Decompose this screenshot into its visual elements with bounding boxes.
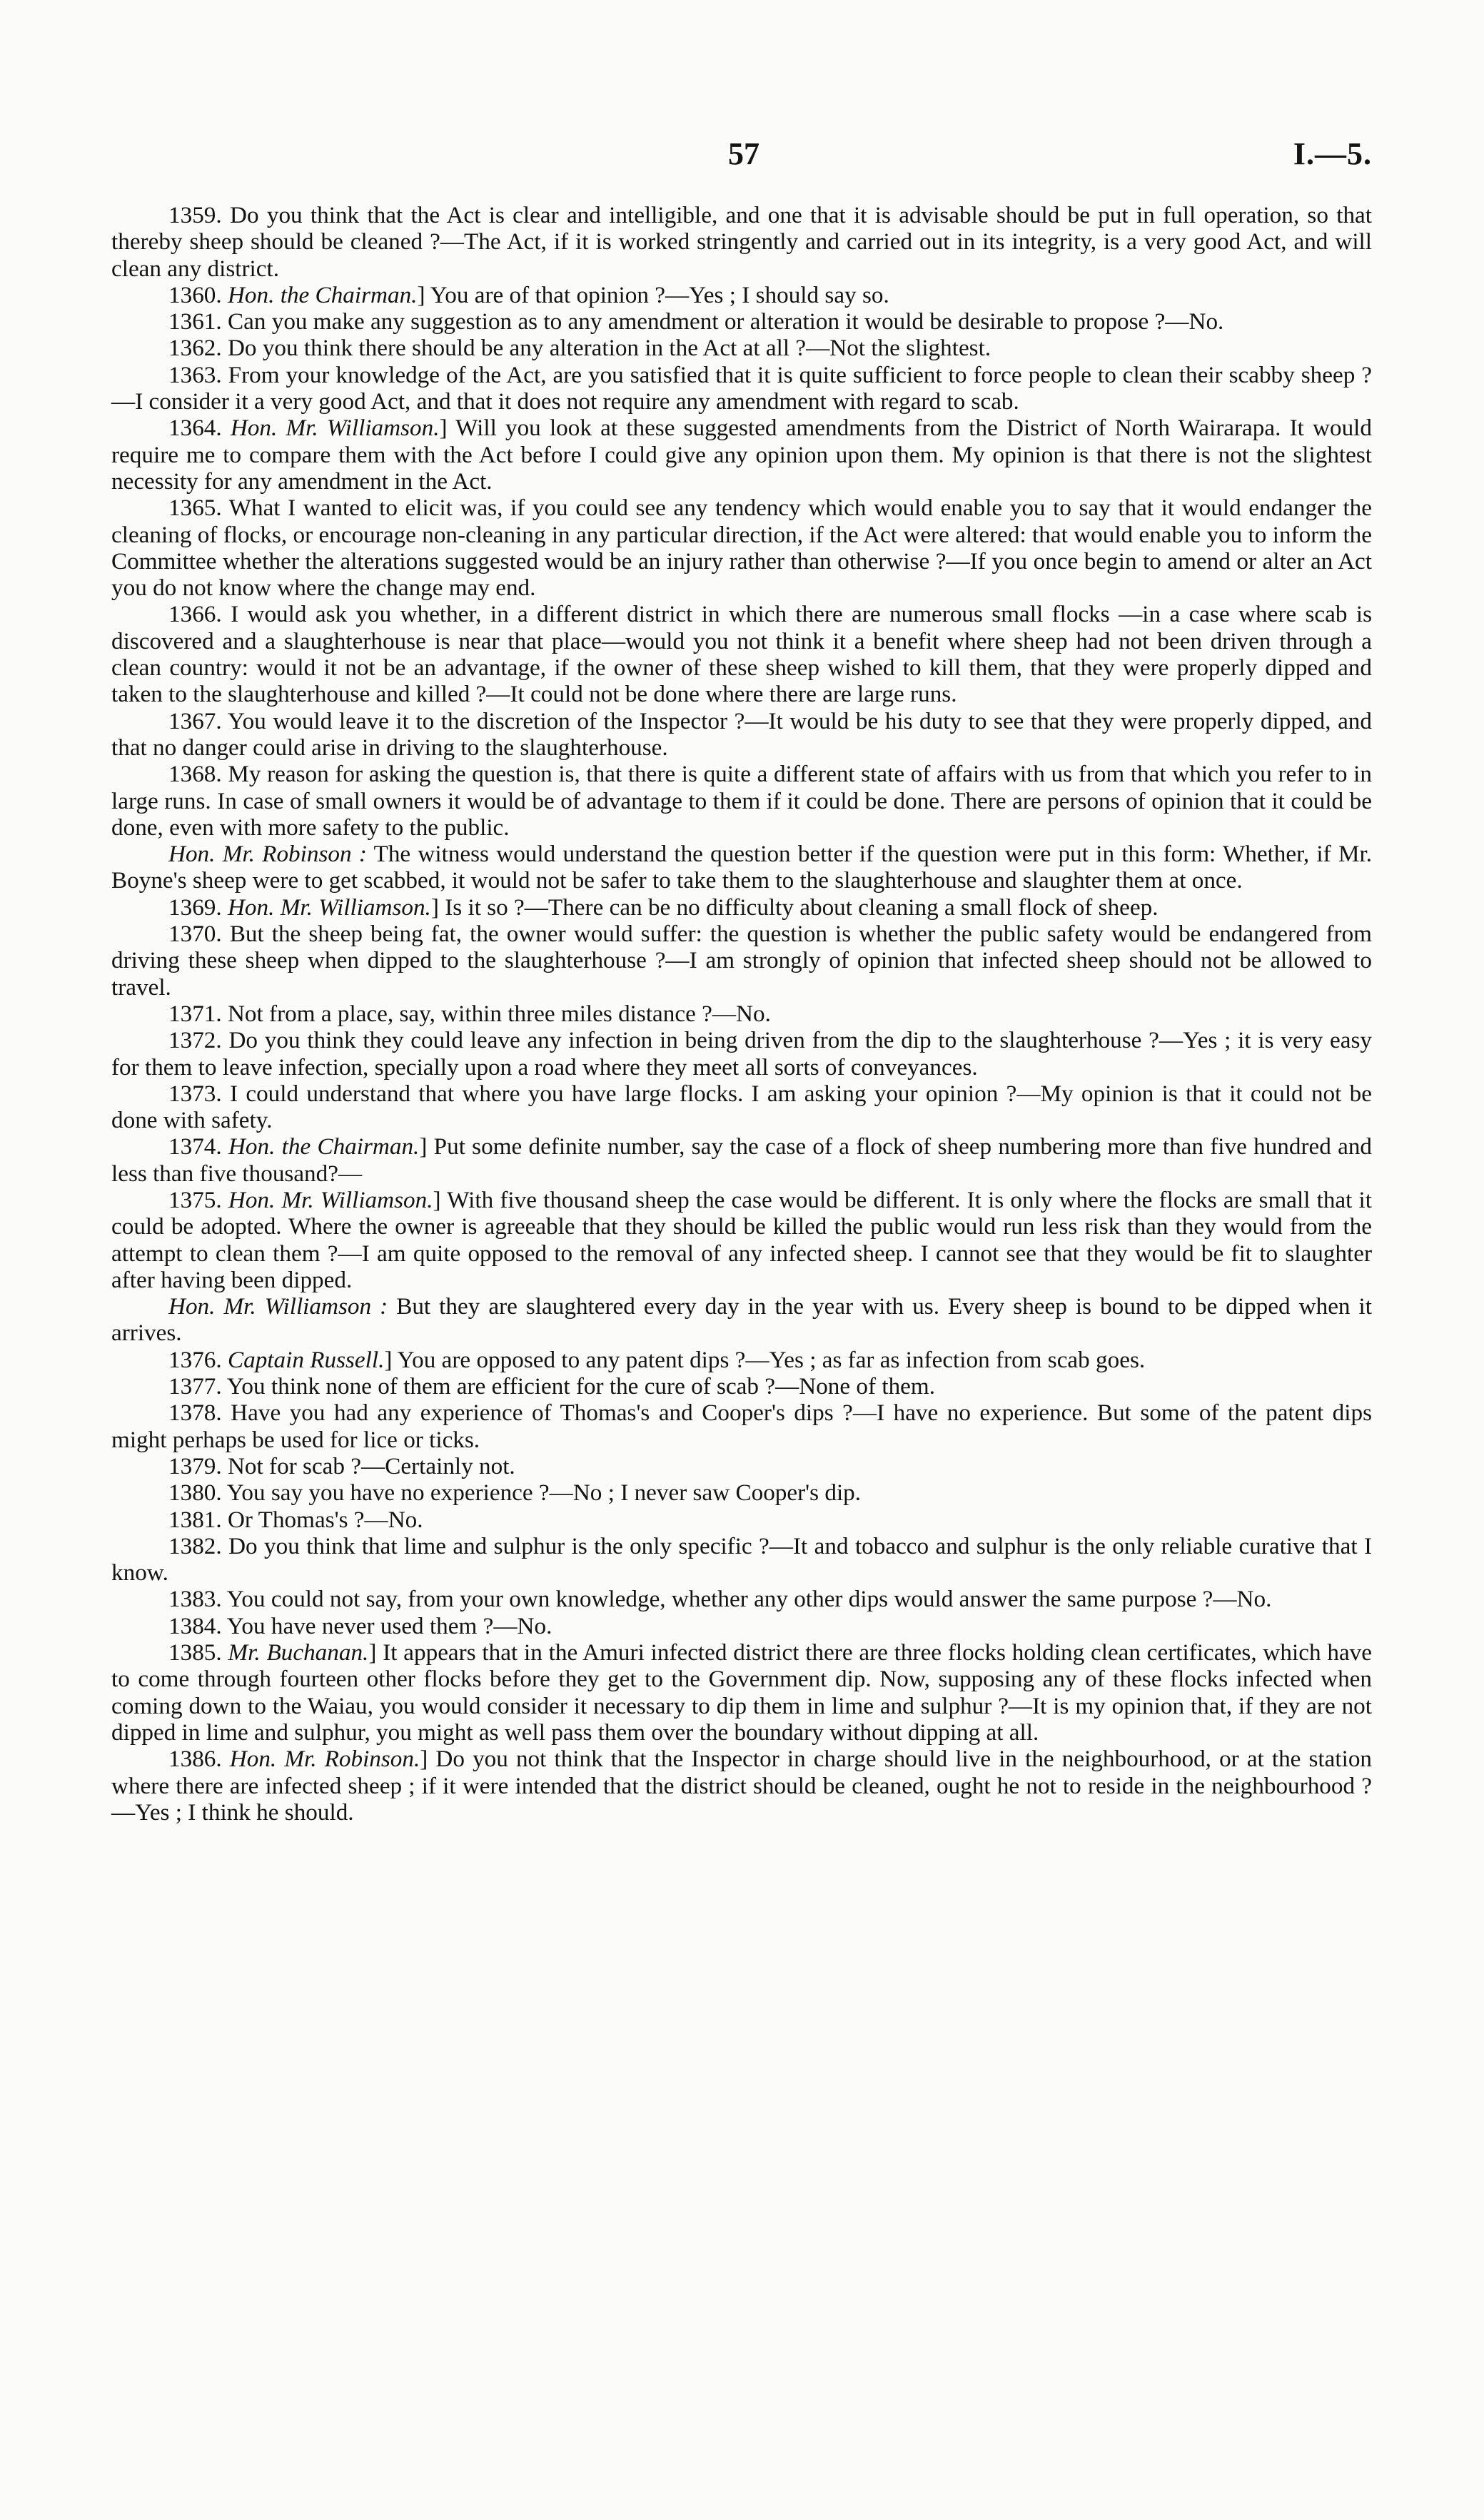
question-number: 1360. — [168, 281, 222, 308]
paragraph-text: You would leave it to the discretion of the Inspector ?—It would be his duty to see that they were properly dipped, and that no danger could arise in driving to the slaughterhouse. — [111, 707, 1372, 761]
paragraph-text: You could not say, from your own knowledge, whether any other dips would answer the same purpose ?—No. — [226, 1586, 1272, 1613]
question-number: 1375. — [168, 1186, 222, 1213]
paragraph-text: You think none of them are efficient for the cure of scab ?—None of them. — [226, 1373, 936, 1400]
question-paragraph — [111, 1400, 1372, 1453]
paragraph-text: I could understand that where you have large flocks. I am asking your opinion ?—My opinion is that it could not be done with safety. — [111, 1080, 1372, 1134]
question-number: 1363. — [168, 361, 222, 388]
paragraph-text: You have never used them ?—No. — [226, 1612, 552, 1639]
question-paragraph — [111, 921, 1372, 1001]
question-number: 1383. — [168, 1586, 222, 1613]
paragraph-text: ] Put some definite number, say the case of a flock of sheep numbering more than five hundred and less than five thousand?— — [111, 1133, 1373, 1187]
question-number: 1368. — [168, 761, 222, 788]
paragraph-text: ] With five thousand sheep the case would be different. It is only where the flocks are small that it could be adopted. Where the owner is agreeable that they should be killed the public would run less risk than they would from the attempt to clean them ?—I am quite opposed to the removal of any infected sheep. I cannot see that they would be fit to slaughter after having been dipped. — [111, 1186, 1372, 1293]
question-number: 1386. — [168, 1746, 222, 1773]
question-paragraph — [111, 1639, 1372, 1746]
page-number: 57 — [728, 136, 759, 171]
question-number: 1372. — [168, 1027, 222, 1054]
question-paragraph — [111, 1133, 1372, 1187]
question-number: 1374. — [168, 1133, 222, 1160]
question-paragraph — [111, 362, 1372, 415]
speaker-name: Mr. Buchanan. — [228, 1639, 369, 1666]
paragraph-text: Do you think that lime and sulphur is the only specific ?—It and tobacco and sulphur is the only reliable curative that I know. — [111, 1532, 1373, 1587]
paragraph-text: You say you have no experience ?—No ; I never saw Cooper's dip. — [226, 1479, 862, 1507]
paragraph-text: ] It appears that in the Amuri infected district there are three flocks holding clean certificates, which have to come through fourteen other flocks before they get to the Government dip. Now, supposing any of these flocks infected when coming down to the Waiau, you would consider it necessary to dip them in lime and sulphur ?—It is my opinion that, if they are not dipped in lime and sulphur, you might as well pass them over the boundary without dipping at all. — [111, 1639, 1372, 1746]
question-paragraph — [111, 1453, 1372, 1479]
question-number: 1373. — [168, 1080, 222, 1107]
speaker-name: Hon. Mr. Williamson. — [227, 894, 431, 921]
speaker-name: Hon. Mr. Williamson : — [168, 1293, 388, 1320]
question-paragraph — [111, 282, 1372, 308]
question-number: 1361. — [168, 308, 222, 335]
question-paragraph — [111, 1746, 1372, 1826]
paragraph-text: From your knowledge of the Act, are you satisfied that it is quite sufficient to force people to clean their scabby sheep ?—I consider it a very good Act, and that it does not require any amendment with regard to scab. — [111, 361, 1373, 415]
paragraph-text: Do you think that the Act is clear and intelligible, and one that it is advisable should be put in full operation, so that thereby sheep should be cleaned ?—The Act, if it is worked stringently and carried out in its integrity, is a very good Act, and will clean any district. — [111, 202, 1373, 282]
paragraph-text: ] Will you look at these suggested amendments from the District of North Wairarapa. It would require me to compare them with the Act before I could give any opinion upon them. My opinion is that there is not the slightest necessity for any amendment in the Act. — [111, 415, 1372, 495]
question-paragraph — [111, 1533, 1372, 1587]
speaker-name: Hon. the Chairman. — [227, 281, 418, 308]
statement-paragraph — [111, 1293, 1372, 1347]
evidence-transcript — [111, 202, 1372, 1826]
statement-paragraph — [111, 841, 1372, 894]
page-header — [0, 136, 1484, 178]
paragraph-text: Have you had any experience of Thomas's and Cooper's dips ?—I have no experience. But some of the patent dips might perhaps be used for lice or ticks. — [111, 1400, 1373, 1453]
speaker-name: Hon. Mr. Robinson : — [168, 841, 367, 868]
question-number: 1364. — [168, 415, 222, 442]
question-paragraph — [111, 308, 1372, 335]
question-paragraph — [111, 495, 1372, 601]
speaker-name: Hon. the Chairman. — [228, 1133, 420, 1160]
question-number: 1382. — [168, 1532, 222, 1559]
question-paragraph — [111, 1187, 1372, 1293]
question-paragraph — [111, 1586, 1372, 1612]
document-reference: I.—5. — [1293, 136, 1372, 171]
speaker-name: Captain Russell. — [227, 1346, 385, 1373]
paragraph-text: But they are slaughtered every day in the year with us. Every sheep is bound to be dipped when it arrives. — [111, 1293, 1372, 1347]
paragraph-text: ] Is it so ?—There can be no difficulty about cleaning a small flock of sheep. — [430, 894, 1159, 921]
question-paragraph — [111, 335, 1372, 361]
paragraph-text: ] Do you not think that the Inspector in charge should live in the neighbourhood, or at the station where there are infected sheep ; if it were intended that the district should be cleaned, ought he not to reside in the neighbourhood ?—Yes ; I think he should. — [111, 1746, 1373, 1826]
question-number: 1366. — [168, 601, 222, 628]
paragraph-text: ] You are opposed to any patent dips ?—Yes ; as far as infection from scab goes. — [384, 1346, 1146, 1373]
question-number: 1365. — [168, 495, 222, 522]
question-paragraph — [111, 1507, 1372, 1533]
paragraph-text: Do you think they could leave any infection in being driven from the dip to the slaughterhouse ?—Yes ; it is very easy for them to leave infection, specially upon a road where they meet all sorts of conveyances. — [111, 1027, 1373, 1081]
paragraph-text: I would ask you whether, in a different district in which there are numerous small flocks —in a case where scab is discovered and a slaughterhouse is near that place—would you not think it a benefit where sheep had not been driven through a clean country: would it not be an advantage, if the owner of these sheep wished to kill them, that they were properly dipped and taken to the slaughterhouse and killed ?—It could not be done where there are large runs. — [111, 601, 1372, 708]
question-number: 1370. — [168, 921, 222, 948]
paragraph-text: Not from a place, say, within three miles distance ?—No. — [227, 1000, 771, 1027]
question-paragraph — [111, 1001, 1372, 1027]
question-number: 1380. — [168, 1479, 222, 1507]
question-paragraph — [111, 1373, 1372, 1400]
paragraph-text: The witness would understand the question better if the question were put in this form: Whether, if Mr. Boyne's sheep were to get scabbed, it would not be safer to take them to the slaughterhouse and slaughter them at once. — [111, 841, 1372, 894]
question-paragraph — [111, 1081, 1372, 1134]
question-paragraph — [111, 1479, 1372, 1506]
question-number: 1379. — [168, 1452, 222, 1479]
question-paragraph — [111, 601, 1372, 707]
question-paragraph — [111, 1613, 1372, 1639]
question-number: 1378. — [168, 1400, 222, 1427]
question-paragraph — [111, 202, 1372, 282]
question-number: 1384. — [168, 1612, 222, 1639]
paragraph-text: What I wanted to elicit was, if you could see any tendency which would enable you to say that it would endanger the cleaning of flocks, or encourage non-cleaning in any particular direction, if the Act were altered: that would enable you to inform the Committee whether the alterations suggested would be an injury rather than otherwise ?—If you once begin to amend or alter an Act you do not know where the change may end. — [111, 495, 1372, 602]
question-number: 1385. — [168, 1639, 222, 1666]
question-number: 1362. — [168, 335, 222, 362]
question-paragraph — [111, 708, 1372, 761]
question-paragraph — [111, 1027, 1372, 1081]
question-paragraph — [111, 1347, 1372, 1373]
paragraph-text: Do you think there should be any alteration in the Act at all ?—Not the slightest. — [227, 335, 991, 362]
question-paragraph — [111, 894, 1372, 921]
question-number: 1377. — [168, 1373, 222, 1400]
paragraph-text: ] You are of that opinion ?—Yes ; I should say so. — [417, 281, 889, 308]
paragraph-text: Or Thomas's ?—No. — [227, 1506, 423, 1533]
question-number: 1381. — [168, 1506, 222, 1533]
paragraph-text: Not for scab ?—Certainly not. — [227, 1452, 515, 1479]
question-number: 1371. — [168, 1000, 222, 1027]
question-paragraph — [111, 761, 1372, 841]
question-number: 1376. — [168, 1346, 222, 1373]
speaker-name: Hon. Mr. Robinson. — [229, 1746, 420, 1773]
speaker-name: Hon. Mr. Williamson. — [230, 415, 440, 442]
question-number: 1369. — [168, 894, 222, 921]
question-number: 1359. — [168, 202, 222, 228]
paragraph-text: Can you make any suggestion as to any amendment or alteration it would be desirable to propose ?—No. — [227, 308, 1224, 335]
question-number: 1367. — [168, 707, 222, 734]
paragraph-text: My reason for asking the question is, that there is quite a different state of affairs with us from that which you refer to in large runs. In case of small owners it would be of advantage to them if it could be done. There are persons of opinion that it could be done, even with more safety to the public. — [111, 761, 1372, 841]
speaker-name: Hon. Mr. Williamson. — [228, 1186, 433, 1213]
question-paragraph — [111, 415, 1372, 495]
paragraph-text: But the sheep being fat, the owner would suffer: the question is whether the public safety would be endangered from driving these sheep when dipped to the slaughterhouse ?—I am strongly of opinion that infected sheep should not be allowed to travel. — [111, 921, 1372, 1001]
